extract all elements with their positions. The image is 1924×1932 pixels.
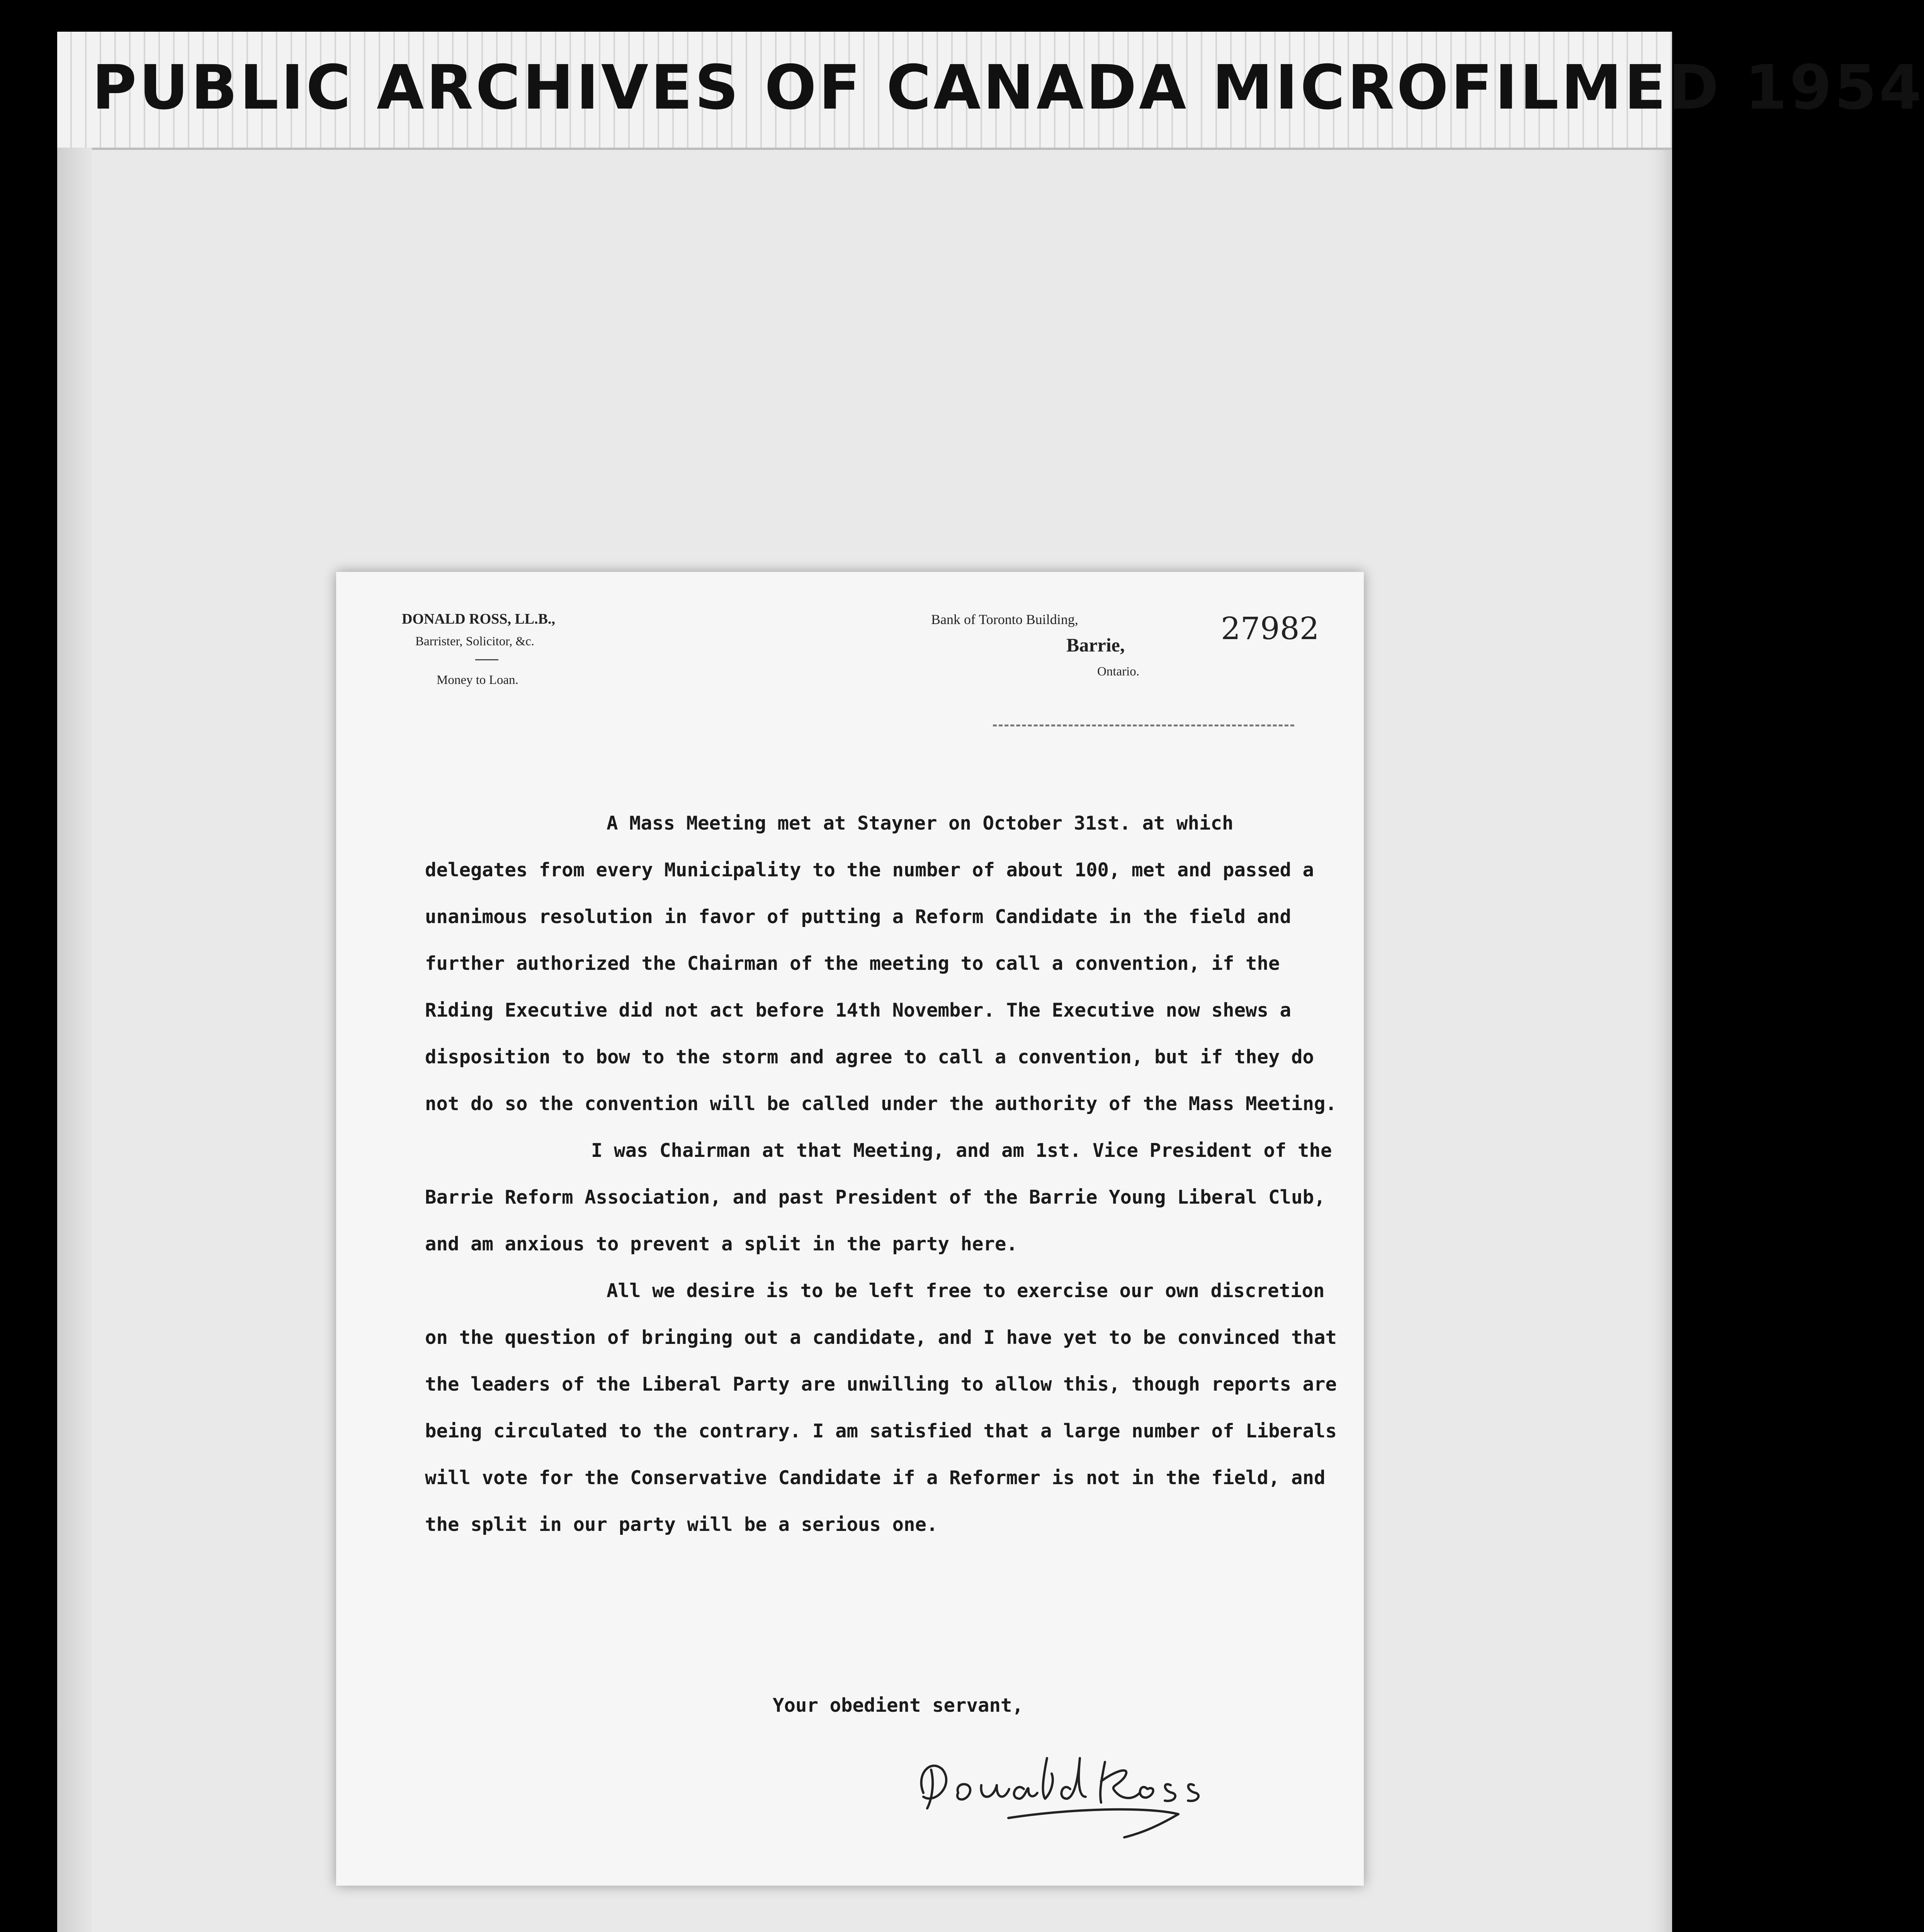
closing-line: Your obedient servant, — [773, 1694, 1024, 1716]
letter-body — [425, 800, 1344, 1548]
paragraph-3: All we desire is to be left free to exercise our own discretion on the question of bringing out a candidate, and I have yet to be convinced that the leaders of the Liberal Party are unwilling to allow this, though reports are being circulated to the contrary. I am satisfied that a large number of Liberals will vote for the Conservative Candidate if a Reformer is not in the field, and the split in our party will be a serious one. — [425, 1280, 1337, 1536]
paragraph-2: I was Chairman at that Meeting, and am 1st. Vice President of the Barrie Reform Association, and past President of the Barrie Young Liberal Club, and am anxious to prevent a split in the party here. — [425, 1139, 1332, 1255]
letter-page — [336, 572, 1364, 1886]
letterhead-city: Barrie, — [1066, 634, 1125, 656]
archive-banner-text: PUBLIC ARCHIVES OF CANADA MICROFILMED 1954 — [92, 52, 1924, 123]
letterhead-building: Bank of Toronto Building, — [931, 612, 1078, 627]
date-rule — [993, 724, 1294, 726]
letterhead-name: DONALD ROSS, LL.B., — [402, 611, 555, 627]
reference-number: 27982 — [1221, 611, 1319, 646]
letterhead-service: Money to Loan. — [437, 673, 518, 687]
letterhead-province: Ontario. — [1097, 665, 1140, 679]
letterhead-divider — [475, 659, 498, 660]
mount-edge — [57, 148, 92, 1932]
signature-image — [908, 1735, 1209, 1839]
archive-banner — [57, 32, 1924, 150]
paragraph-1: A Mass Meeting met at Stayner on October 31st. at which delegates from every Municipality to the number of about 100, met and passed a unanimous resolution in favor of putting a Reform Candidate in the field and further authorized the Chairman of the meeting to call a convention, if the Riding Executive did not act before 14th November. The Executive now shews a disposition to bow to the storm and agree to call a convention, but if they do not do so the convention will be called under the authority of the Mass Meeting. — [425, 812, 1337, 1115]
letterhead-profession: Barrister, Solicitor, &c. — [415, 634, 535, 648]
